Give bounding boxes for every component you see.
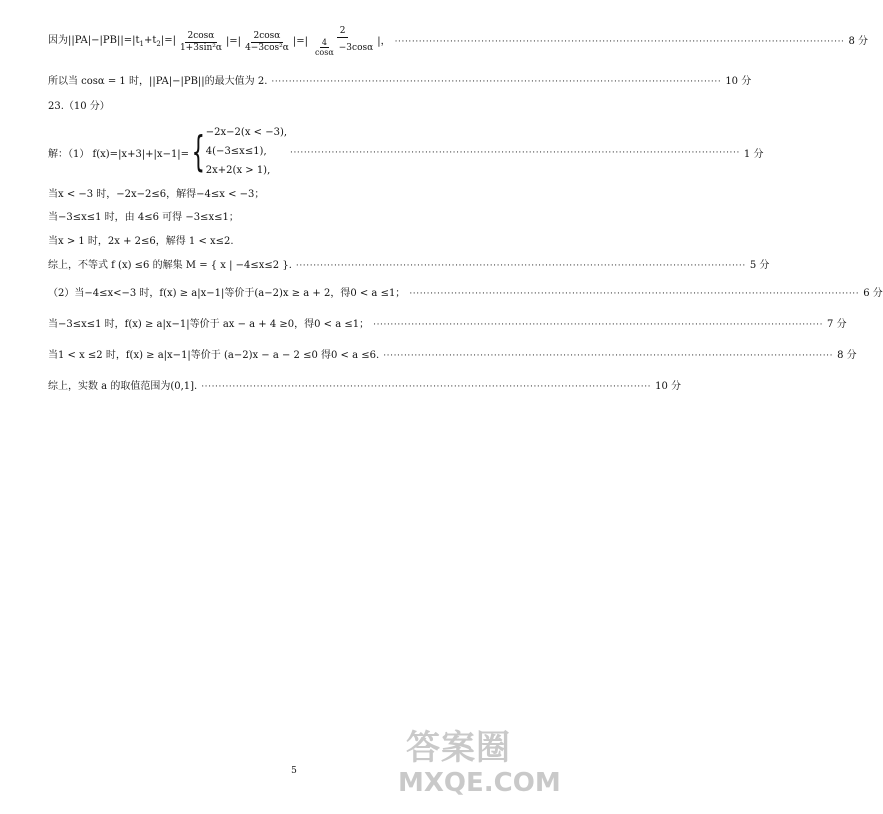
piecewise-score-row — [286, 145, 764, 160]
line-11-text: 当1 < x ≤2 时，f(x) ≥ a|x−1|等价于 (a−2)x − a − 2 ≤0 得0 < a ≤6. — [48, 350, 380, 361]
score-label: 1 分 — [743, 149, 764, 160]
score-label: 5 分 — [749, 260, 770, 271]
piecewise-function — [48, 124, 287, 180]
line-8-text: 综上，不等式 f (x) ≤6 的解集 M = { x | −4≤x≤2 }. — [48, 260, 292, 271]
dot-leader: ·································································································································· — [271, 76, 722, 87]
dot-leader: ·································································································································· — [295, 260, 746, 271]
fraction-3: 2 $\frac{4}{\cos\alpha}$ −3cosα — [309, 27, 376, 57]
line-2-text: 所以当 cosα = 1 时，||PA|−|PB||的最大值为 2. — [48, 76, 268, 87]
line-6 — [48, 213, 540, 223]
line-7-text: 当x > 1 时，2x + 2≤6，解得 1 < x≤2. — [48, 236, 234, 247]
case-3: 2x+2(x > 1), — [205, 164, 271, 176]
page-number: 5 — [291, 766, 297, 776]
fraction-2: $\frac{2\cos\alpha}{\text{4−3cos²α}}$ — [245, 30, 289, 53]
line-9 — [48, 288, 883, 299]
score-label: 8 分 — [837, 350, 857, 361]
score-label: 7 分 — [827, 319, 847, 330]
line-10-text: 当−3≤x≤1 时，f(x) ≥ a|x−1|等价于 ax − a + 4 ≥0，得0 < a ≤1； — [48, 319, 370, 330]
dot-leader: ·································································································································· — [409, 288, 860, 299]
question-heading-text: 23.（10 分） — [48, 101, 110, 112]
dot-leader: ·································································································································· — [383, 350, 834, 361]
piecewise-cases — [206, 127, 287, 177]
question-heading — [48, 102, 540, 112]
line-6-text: 当−3≤x≤1 时，由 4≤6 可得 −3≤x≤1； — [48, 212, 239, 223]
watermark-url: MXQE.COM — [398, 768, 561, 798]
fraction-1: $\frac{2\cos\alpha}{\text{1+3sin²α}}$ — [179, 30, 222, 53]
line-1-equals-2: |=| — [292, 36, 308, 47]
case-1: −2x−2(x < −3), — [205, 127, 288, 138]
piecewise-lead: 解：（1） f(x)=|x+3|+|x−1|= — [48, 148, 190, 160]
nested-fraction: $\frac{4}{\cos\alpha}$ — [314, 38, 334, 57]
line-2 — [48, 76, 752, 87]
dot-leader: ·································································································································· — [290, 147, 740, 158]
line-7 — [48, 237, 540, 247]
watermark-logo — [398, 718, 574, 808]
line-1-pre: 因为$||PA|-|PB||=|t_1+t_2|=|$ — [48, 35, 176, 48]
line-5-text: 当x < −3 时，−2x−2≤6，解得−4≤x < −3； — [48, 189, 265, 200]
line-11 — [48, 350, 857, 361]
score-label: 6 分 — [863, 288, 883, 299]
watermark-title: 答案圈 — [406, 728, 511, 768]
dot-leader: ·································································································································· — [373, 319, 824, 330]
line-1-equals-1: |=| — [225, 36, 242, 47]
line-1 — [48, 22, 869, 62]
dot-leader: ·································································································································· — [201, 381, 652, 392]
line-5 — [48, 190, 540, 200]
line-10 — [48, 319, 847, 330]
score-label: 8 分 — [848, 36, 869, 47]
line-12 — [48, 381, 682, 392]
line-12-text: 综上，实数 a 的取值范围为(0,1]. — [48, 381, 198, 392]
score-label: 10 分 — [725, 76, 752, 87]
line-8 — [48, 260, 770, 271]
line-1-post: |， — [377, 36, 391, 47]
score-label: 10 分 — [655, 381, 682, 392]
case-2: 4(−3≤x≤1), — [205, 145, 267, 157]
left-brace: { — [191, 127, 206, 176]
line-9-text: （2）当−4≤x<−3 时，f(x) ≥ a|x−1|等价于(a−2)x ≥ a + 2，得0 < a ≤1； — [48, 288, 406, 299]
dot-leader: ·································································································································· — [394, 36, 845, 47]
